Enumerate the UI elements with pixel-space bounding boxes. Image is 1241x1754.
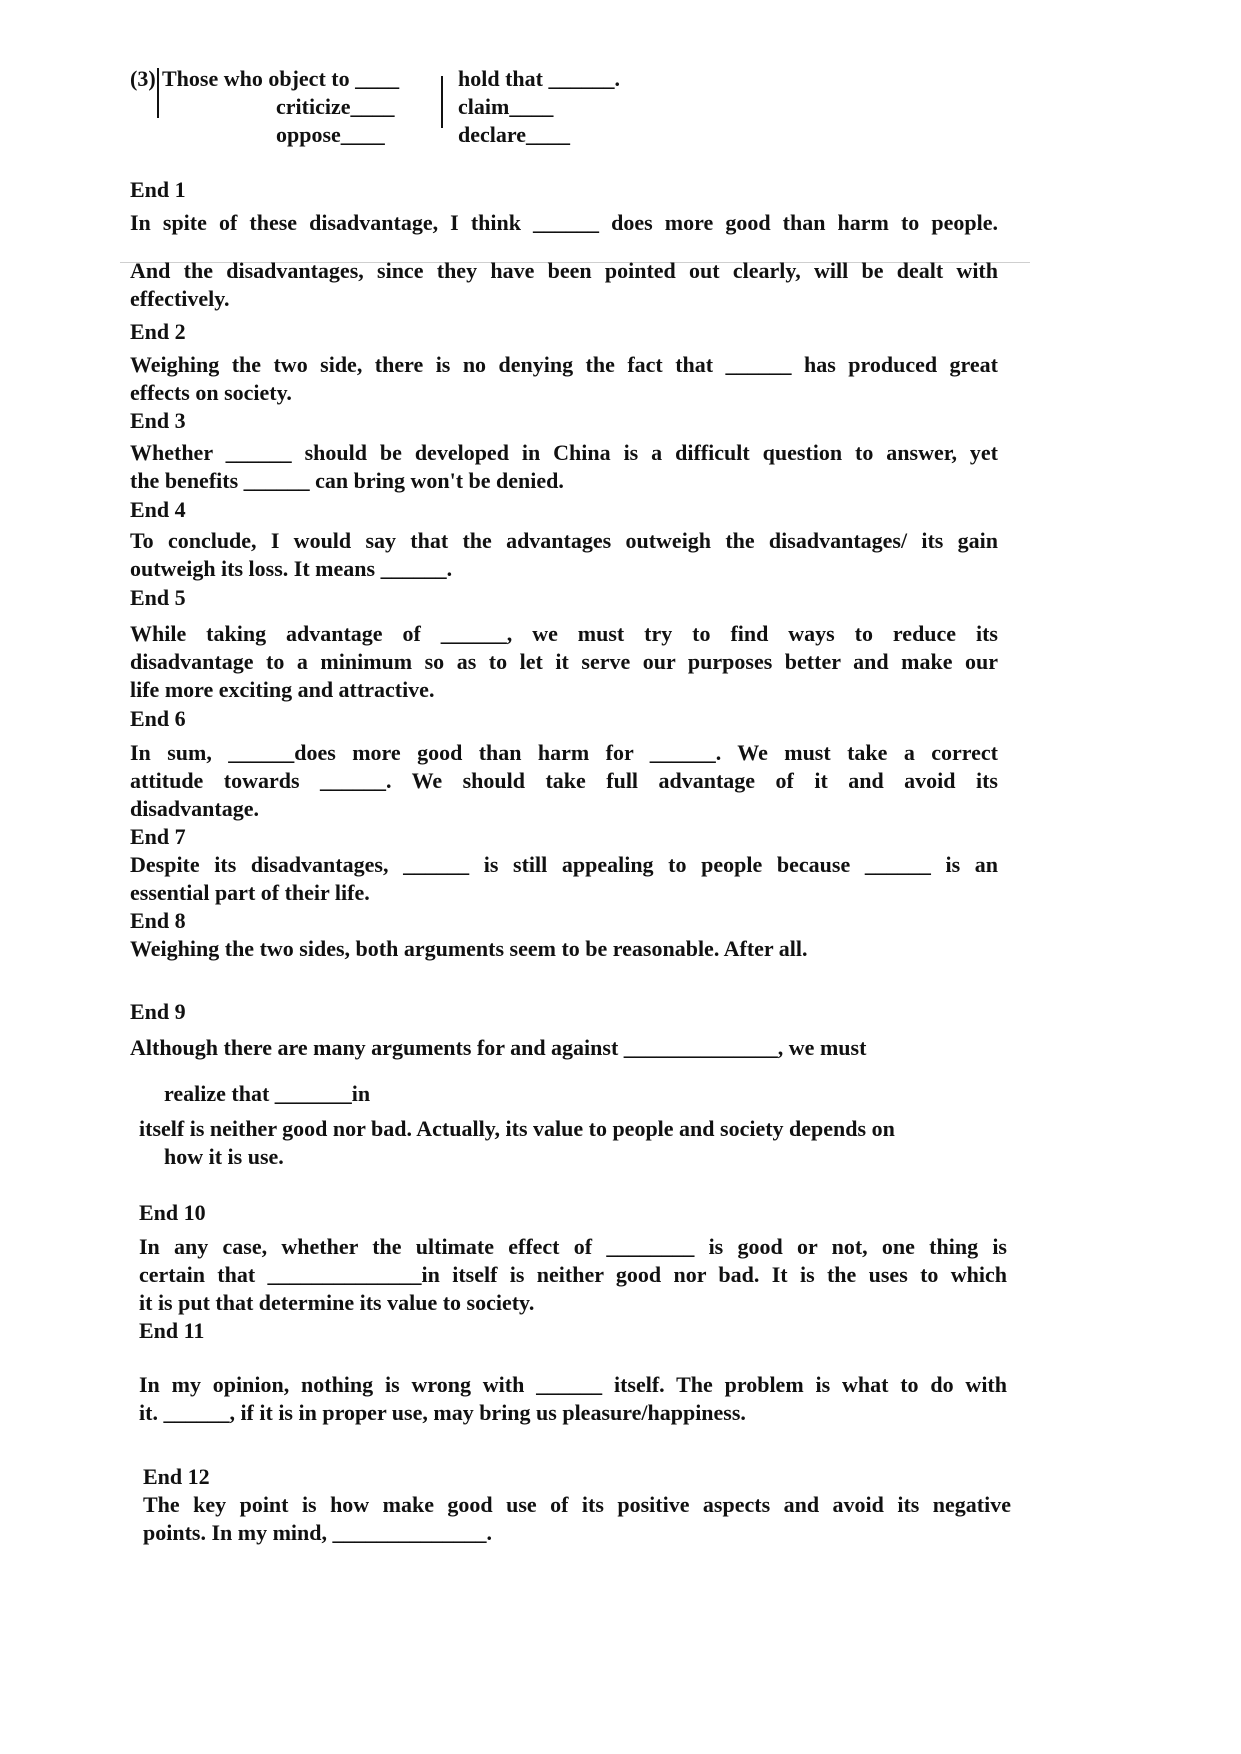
end-heading: End 11 <box>139 1318 205 1343</box>
end-text-line: life more exciting and attractive. <box>130 677 435 702</box>
end-heading: End 8 <box>130 908 186 933</box>
end-text-line: effectively. <box>130 286 230 311</box>
end-heading: End 2 <box>130 319 186 344</box>
template-col1-line3: oppose____ <box>276 122 385 147</box>
end-heading: End 5 <box>130 585 186 610</box>
end-text-line: the benefits ______ can bring won't be denied. <box>130 468 564 493</box>
end-text-line: To conclude, I would say that the advantages outweigh the disadvantages/ its gain <box>130 528 998 553</box>
end-text-line: it. ______, if it is in proper use, may bring us pleasure/happiness. <box>139 1400 746 1425</box>
end-text-line: disadvantage to a minimum so as to let it serve our purposes better and make our <box>130 649 998 674</box>
end-text-line: In any case, whether the ultimate effect of ________ is good or not, one thing is <box>139 1234 1007 1259</box>
end-text-line: Although there are many arguments for and against ______________, we must <box>130 1035 867 1060</box>
end-text-line: attitude towards ______. We should take full advantage of it and avoid its <box>130 768 998 793</box>
end-text-line: it is put that determine its value to society. <box>139 1290 535 1315</box>
end-heading: End 10 <box>139 1200 206 1225</box>
end-heading: End 1 <box>130 177 186 202</box>
column-divider <box>441 76 443 128</box>
end-text-line: Despite its disadvantages, ______ is still appealing to people because ______ is an <box>130 852 998 877</box>
end-text-line: While taking advantage of ______, we must try to find ways to reduce its <box>130 621 998 646</box>
end-heading: End 6 <box>130 706 186 731</box>
end-text-line: outweigh its loss. It means ______. <box>130 556 453 581</box>
end-heading: End 7 <box>130 824 186 849</box>
template-col1-line2: criticize____ <box>276 94 395 119</box>
end-text-line: Weighing the two side, there is no denying the fact that ______ has produced great <box>130 352 998 377</box>
end-heading: End 3 <box>130 408 186 433</box>
end-text-line: In spite of these disadvantage, I think ______ does more good than harm to people. <box>130 210 998 235</box>
end-text-line: how it is use. <box>164 1144 284 1169</box>
end-text-line: realize that _______in <box>164 1081 371 1106</box>
template-col2-line1: hold that ______. <box>458 66 620 91</box>
end-text-line: And the disadvantages, since they have been pointed out clearly, will be dealt with <box>130 258 998 283</box>
end-heading: End 9 <box>130 999 186 1024</box>
item-number: (3) <box>130 66 156 91</box>
end-text-line: effects on society. <box>130 380 292 405</box>
end-text-line: points. In my mind, ______________. <box>143 1520 493 1545</box>
end-text-line: disadvantage. <box>130 796 259 821</box>
end-heading: End 12 <box>143 1464 210 1489</box>
template-col2-line3: declare____ <box>458 122 571 147</box>
end-text-line: certain that ______________in itself is neither good nor bad. It is the uses to which <box>139 1262 1007 1287</box>
template-col1-line1: Those who object to ____ <box>162 66 400 91</box>
end-text-line: Weighing the two sides, both arguments seem to be reasonable. After all. <box>130 936 808 961</box>
end-text-line: itself is neither good nor bad. Actually, its value to people and society depends on <box>139 1116 895 1141</box>
bracket-line <box>157 68 159 118</box>
template-col2-line2: claim____ <box>458 94 554 119</box>
end-heading: End 4 <box>130 497 186 522</box>
end-text-line: In sum, ______does more good than harm for ______. We must take a correct <box>130 740 998 765</box>
end-text-line: Whether ______ should be developed in China is a difficult question to answer, yet <box>130 440 998 465</box>
end-text-line: essential part of their life. <box>130 880 370 905</box>
end-text-line: The key point is how make good use of its positive aspects and avoid its negative <box>143 1492 1011 1517</box>
end-text-line: In my opinion, nothing is wrong with ______ itself. The problem is what to do with <box>139 1372 1007 1397</box>
